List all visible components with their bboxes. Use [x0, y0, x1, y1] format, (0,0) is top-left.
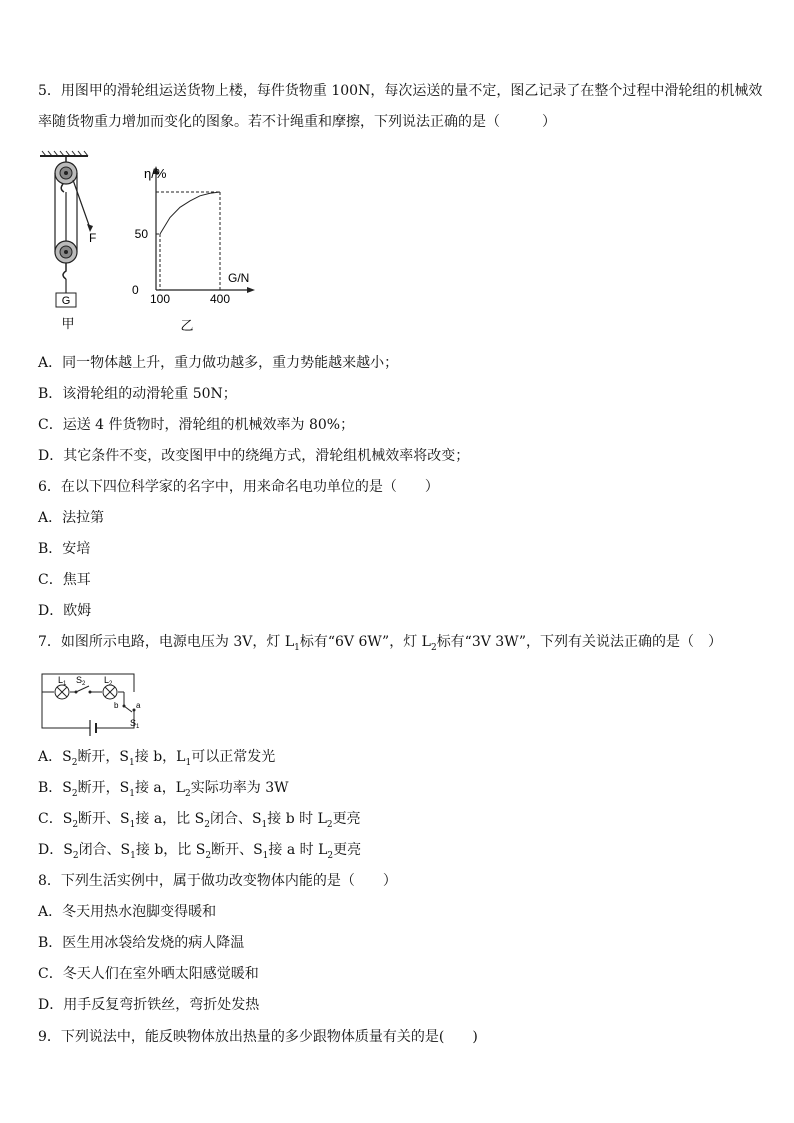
movable-pulley — [55, 241, 77, 279]
efficiency-curve — [160, 192, 220, 234]
switch-s2-label: $S_2$ — [76, 675, 86, 687]
switch-s1-label: $S_1$ — [130, 718, 140, 730]
q7-stem: 7．如图所示电路，电源电压为 3V，灯 $L_1$标有“6V 6W”，灯 $L_2$标有“3V 3W”，下列有关说法正确的是（ ） — [38, 634, 723, 653]
q8-option-b: B．医生用冰袋给发烧的病人降温 — [38, 935, 245, 951]
q6-option-b: B．安培 — [38, 541, 91, 557]
q6-option-d: D．欧姆 — [38, 603, 92, 619]
switch-s1-icon — [123, 705, 136, 712]
lamp-l1-label: $L_1$ — [58, 675, 67, 687]
q7-option-a: A．$S_2$断开，$S_1$接 b，$L_1$可以正常发光 — [38, 749, 276, 768]
q5-stem-line2: 率随货物重力增加而变化的图象。若不计绳重和摩擦，下列说法正确的是（ ） — [38, 114, 556, 130]
q8-option-c: C．冬天人们在室外晒太阳感觉暖和 — [38, 966, 259, 982]
terminal-a-label: a — [136, 701, 141, 710]
q7-option-d: D．$S_2$闭合、$S_1$接 b，比 $S_2$断开、$S_1$接 a 时 $L_2$更亮 — [38, 842, 362, 861]
q5-option-d: D．其它条件不变，改变图甲中的绕绳方式，滑轮组机械效率将改变； — [38, 448, 470, 464]
q9-stem: 9．下列说法中，能反映物体放出热量的多少跟物体质量有关的是( ) — [38, 1029, 478, 1045]
q5-option-c: C．运送 4 件货物时，滑轮组的机械效率为 80%； — [38, 417, 355, 433]
q6-stem: 6．在以下四位科学家的名字中，用来命名电功单位的是（ ） — [38, 479, 439, 495]
figure-jia-caption: 甲 — [61, 316, 75, 331]
lamp-l1-icon — [55, 685, 69, 699]
x-axis-label: G/N — [228, 271, 250, 285]
tick-label-x-400: 400 — [209, 292, 231, 306]
tick-label-x-100: 100 — [149, 292, 171, 306]
q8-option-d: D．用手反复弯折铁丝，弯折处发热 — [38, 997, 260, 1013]
q8-stem: 8．下列生活实例中，属于做功改变物体内能的是（ ） — [38, 873, 397, 889]
switch-s2-icon — [75, 686, 92, 694]
circuit-diagram — [38, 668, 150, 740]
circuit-wires — [42, 674, 134, 728]
q6-option-c: C．焦耳 — [38, 572, 91, 588]
fixed-pulley — [55, 162, 77, 192]
terminal-b-label: b — [114, 701, 119, 710]
figure-yi-caption: 乙 — [180, 318, 194, 333]
pulley-system-figure — [36, 148, 116, 338]
q7-option-b: B．$S_2$断开，$S_1$接 a，$L_2$实际功率为 3W — [38, 780, 289, 799]
q5-option-a: A．同一物体越上升，重力做功越多，重力势能越来越小； — [38, 355, 399, 371]
tick-label-y-50: 50 — [134, 227, 148, 241]
lamp-l2-icon — [103, 685, 117, 699]
y-axis-label: η/% — [144, 166, 167, 181]
lamp-l2-label: $L_2$ — [104, 675, 113, 687]
battery-icon — [90, 720, 96, 736]
q5-option-b: B．该滑轮组的动滑轮重 50N； — [38, 386, 237, 402]
q8-option-a: A．冬天用热水泡脚变得暖和 — [38, 904, 217, 920]
chart-guide-lines — [156, 192, 220, 290]
tick-label-origin: 0 — [132, 283, 139, 297]
q6-option-a: A．法拉第 — [38, 510, 105, 526]
rope-lines — [55, 173, 93, 252]
weight-label: G — [61, 295, 71, 307]
ceiling-hatch — [40, 151, 88, 156]
q7-option-c: C．$S_2$断开、$S_1$接 a，比 $S_2$闭合、$S_1$接 b 时 $L_2$更亮 — [38, 811, 361, 830]
force-label: F — [89, 231, 97, 245]
q5-stem-line1: 5．用图甲的滑轮组运送货物上楼，每件货物重 100N，每次运送的量不定，图乙记录了在整个过程中滑轮组的机械效 — [38, 83, 763, 99]
efficiency-chart — [114, 160, 264, 338]
